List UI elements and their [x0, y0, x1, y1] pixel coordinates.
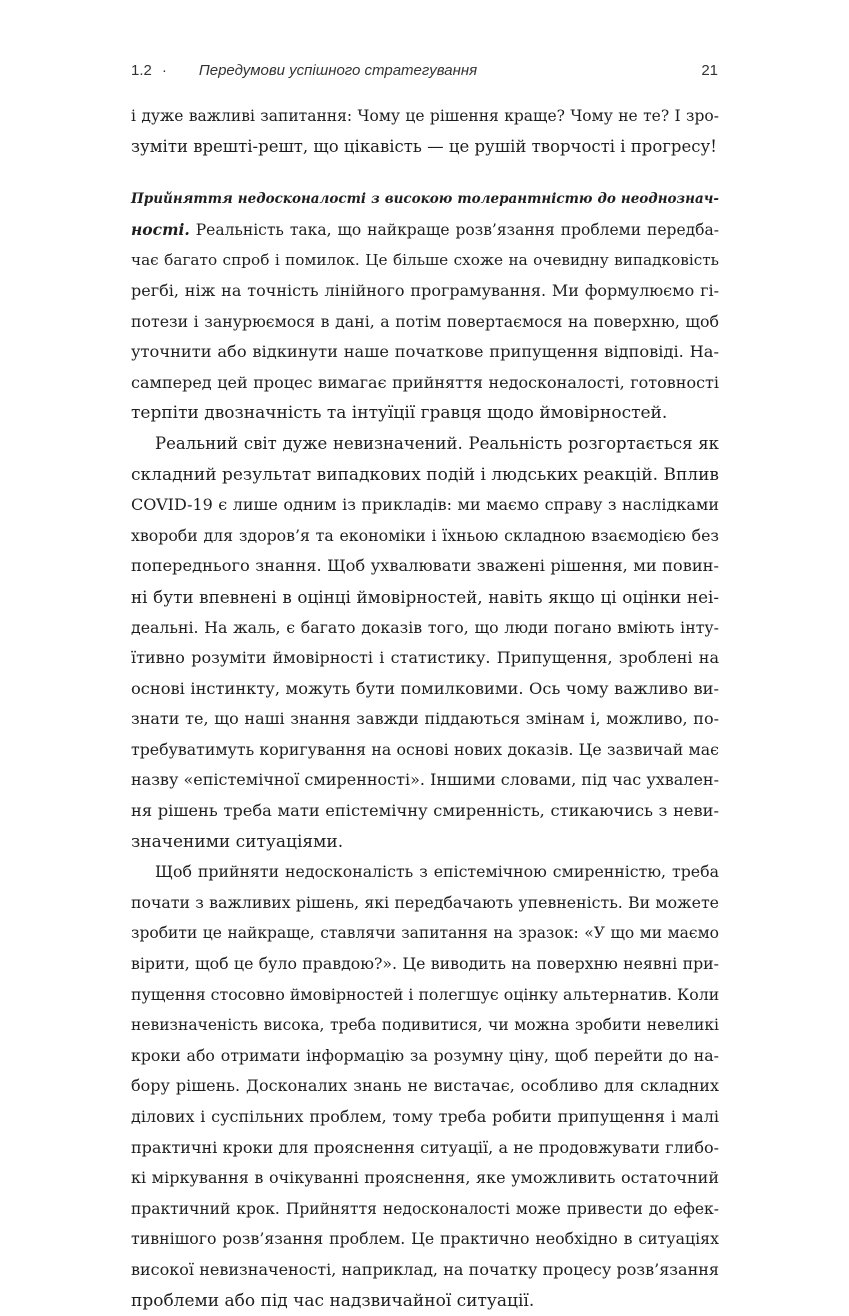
text-line: регбі, ніж на точність лінійного програмування. Ми формулюємо гі-: [131, 280, 719, 300]
text-line: зуміти врешті-решт, що цікавість — це рушій творчості і прогресу!: [131, 136, 717, 156]
text-line: требуватимуть коригування на основі нових доказів. Це зазвичай має: [131, 739, 719, 759]
text-line: терпіти двозначність та інтуїції гравця щодо ймовірностей.: [131, 403, 668, 424]
text-line: невизначеність висока, треба подивитися, чи можна зробити невеликі: [131, 1016, 719, 1035]
header-separator: ·: [161, 62, 167, 79]
body-text: [131, 101, 719, 1316]
paragraph-1: [131, 101, 719, 162]
text-line: Щоб прийняти недосконалість з епістемічною смиренністю, треба: [155, 862, 719, 882]
text-line: бору рішень. Досконалих знань не вистачає, особливо для складних: [131, 1076, 719, 1096]
text-line: [131, 215, 719, 246]
text-line: самперед цей процес вимагає прийняття недосконалості, готовності: [131, 372, 719, 392]
text-line: кі міркування в очікуванні прояснення, яке уможливить остаточний: [131, 1168, 719, 1188]
text-line: основі інстинкту, можуть бути помилковими. Ось чому важливо ви-: [131, 678, 719, 698]
text-line: знати те, що наші знання завжди піддаються змінам і, можливо, по-: [131, 709, 719, 729]
text-line: хвороби для здоров’я та економіки і їхньою складною взаємодією без: [131, 525, 719, 545]
text-line: почати з важливих рішень, які передбачають упевненість. Ви можете: [131, 892, 719, 912]
text-line: практичний крок. Прийняття недосконалості може привести до ефек-: [131, 1199, 719, 1218]
text-line: практичні кроки для прояснення ситуації, а не продовжувати глибо-: [131, 1137, 719, 1157]
text-line: проблеми або під час надзвичайної ситуації.: [131, 1290, 535, 1311]
paragraph-2: [131, 184, 719, 429]
lead-heading-line: Прийняття недосконалості з високою толерантністю до неоднознач-: [131, 191, 719, 208]
text-line: уточнити або відкинути наше початкове припущення відповіді. На-: [131, 342, 719, 362]
text-line: попереднього знання. Щоб ухвалювати зважені рішення, ми повин-: [131, 556, 719, 576]
text-run: Реальність така, що найкраще розв’язання проблеми передба-: [189, 220, 719, 239]
text-line: COVID-19 є лише одним із прикладів: ми маємо справу з наслідками: [131, 495, 719, 515]
text-line: ня рішень треба мати епістемічну смиренність, стикаючись з неви-: [131, 801, 719, 821]
paragraph-3: [131, 429, 719, 857]
lead-heading-end: ності.: [131, 219, 190, 239]
paragraph-spacer: [131, 162, 719, 184]
text-line: чає багато спроб і помилок. Це більше схоже на очевидну випадковість: [131, 251, 719, 270]
text-line: пущення стосовно ймовірностей і полегшує оцінку альтернатив. Коли: [131, 984, 720, 1004]
text-line: ділових і суспільних проблем, тому треба робити припущення і малі: [131, 1107, 719, 1126]
section-number: 1.2: [131, 62, 152, 79]
text-line: деальні. На жаль, є багато доказів того, що люди погано вміють інту-: [131, 617, 719, 637]
running-header: [131, 62, 718, 88]
text-line: і дуже важливі запитання: Чому це рішення краще? Чому не те? І зро-: [131, 107, 719, 125]
text-line: назву «епістемічної смиренності». Іншими словами, під час ухвален-: [131, 770, 719, 790]
paragraph-4: [131, 857, 719, 1316]
text-line: їтивно розуміти ймовірності і статистику. Припущення, зроблені на: [131, 648, 719, 668]
chapter-title: Передумови успішного стратегування: [198, 62, 478, 79]
text-line: значеними ситуаціями.: [131, 831, 344, 852]
text-line: складний результат випадкових подій і людських реакцій. Вплив: [131, 464, 719, 485]
text-line: кроки або отримати інформацію за розумну ціну, щоб перейти до на-: [131, 1045, 719, 1065]
page-number: 21: [701, 62, 718, 79]
text-line: вірити, щоб це було правдою?». Це виводить на поверхню неявні при-: [131, 954, 719, 974]
text-line: зробити це найкраще, ставлячи запитання на зразок: «У що ми маємо: [131, 924, 719, 943]
text-line: високої невизначеності, наприклад, на початку процесу розв’язання: [131, 1259, 719, 1279]
text-line: ні бути впевнені в оцінці ймовірностей, навіть якщо ці оцінки неі-: [131, 586, 719, 607]
text-line: потези і занурюємося в дані, а потім повертаємося на поверхню, щоб: [131, 311, 719, 331]
text-line: тивнішого розв’язання проблем. Це практично необхідно в ситуаціях: [131, 1229, 719, 1249]
text-line: Реальний світ дуже невизначений. Реальність розгортається як: [155, 433, 719, 453]
